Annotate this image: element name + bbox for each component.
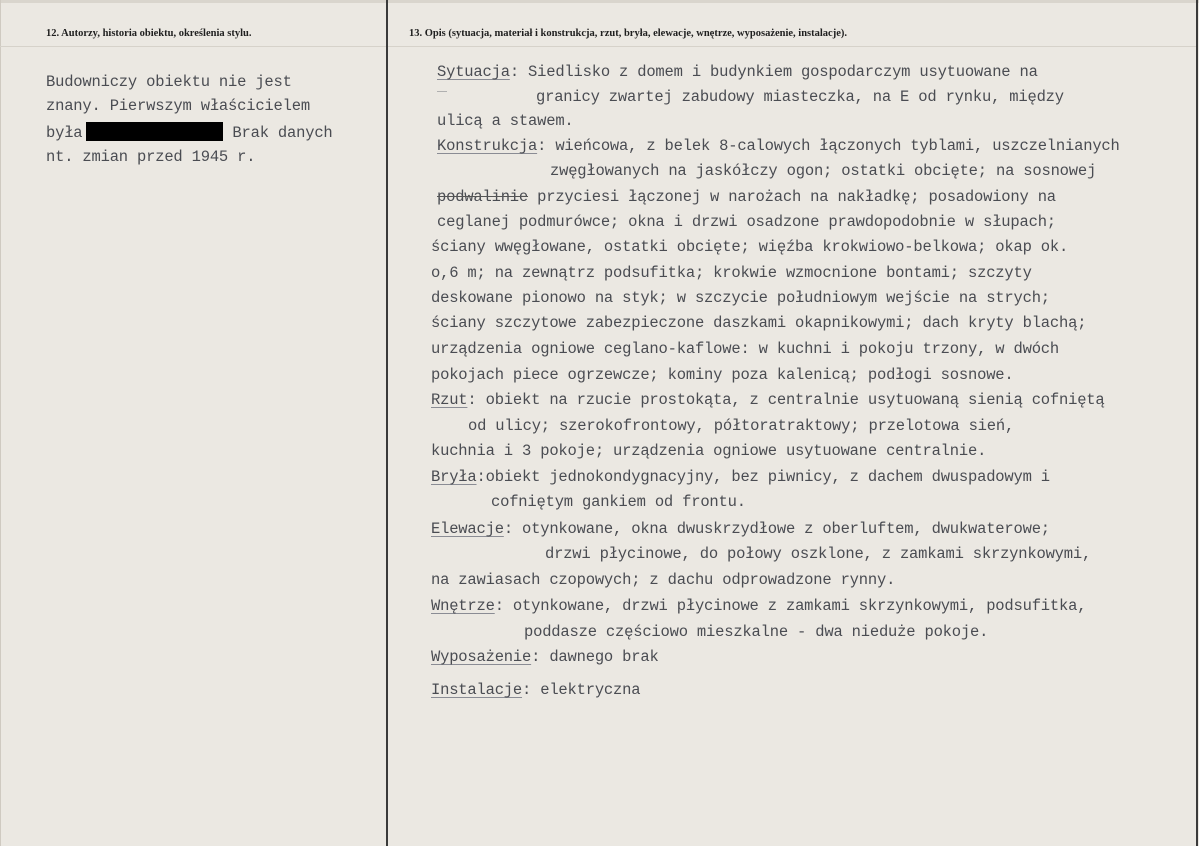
section-13-rule [388, 46, 1196, 47]
right-border [1196, 0, 1198, 846]
section-12-heading: 12. Autorzy, historia obiektu, określenia stylu. [46, 28, 252, 39]
bryla-line-1 [431, 468, 1050, 486]
elewacje-line-2: drzwi płycinowe, do połowy oszklone, z zamkami skrzynkowymi, [545, 545, 1092, 563]
rzut-text-1: : obiekt na rzucie prostokąta, z centralnie usytuowaną sienią cofniętą [467, 391, 1105, 409]
label-bryla: Bryła [431, 468, 477, 486]
history-line-3-end: Brak danych [232, 124, 333, 142]
sheet-top-edge [0, 0, 1199, 3]
bryla-text-1: :obiekt jednokondygnacyjny, bez piwnicy, z dachem dwuspadowym i [476, 468, 1050, 486]
history-line-3-start: była [46, 124, 83, 142]
konstrukcja-text-3: przyciesi łączonej w narożach na nakładkę; posadowiony na [537, 188, 1056, 206]
redaction-bar [86, 122, 223, 141]
struck-word: podwalinie [437, 188, 529, 206]
bryla-line-2: cofniętym gankiem od frontu. [491, 493, 746, 511]
konstrukcja-line-2: zwęgłowanych na jaskółczy ogon; ostatki obcięte; na sosnowej [550, 162, 1097, 180]
section-12-rule [0, 46, 386, 47]
instalacje-text: : elektryczna [522, 681, 641, 699]
wnetrze-line-1 [431, 597, 1086, 615]
rzut-line-1 [431, 391, 1105, 409]
section-13-heading: 13. Opis (sytuacja, materiał i konstrukcja, rzut, bryła, elewacje, wnętrze, wyposażenie, instalacje). [409, 28, 848, 39]
label-wnetrze: Wnętrze [431, 597, 495, 615]
konstrukcja-line-7: deskowane pionowo na styk; w szczycie południowym wejście na strych; [431, 289, 1050, 307]
label-sytuacja: Sytuacja [437, 63, 510, 81]
konstrukcja-text-1: : wieńcowa, z belek 8-calowych łączonych tyblami, uszczelnianych [537, 137, 1120, 155]
instalacje-line [431, 681, 640, 699]
konstrukcja-line-9: urządzenia ogniowe ceglano-kaflowe: w kuchni i pokoju trzony, w dwóch [431, 340, 1060, 358]
konstrukcja-line-8: ściany szczytowe zabezpieczone daszkami okapnikowymi; dach kryty blachą; [431, 314, 1087, 332]
label-rzut: Rzut [431, 391, 468, 409]
left-border [0, 0, 1, 846]
sytuacja-text-1: : Siedlisko z domem i budynkiem gospodarczym usytuowane na [509, 63, 1038, 81]
wnetrze-line-2: poddasze częściowo mieszkalne - dwa nieduże pokoje. [524, 623, 989, 641]
elewacje-line-3: na zawiasach czopowych; z dachu odprowadzone rynny. [431, 571, 896, 589]
rzut-line-2: od ulicy; szerokofrontowy, półtoratraktowy; przelotowa sień, [468, 417, 1015, 435]
wnetrze-text-1: : otynkowane, drzwi płycinowe z zamkami skrzynkowymi, podsufitka, [494, 597, 1087, 615]
history-line-2: znany. Pierwszym właścicielem [46, 97, 310, 115]
wyposazenie-line [431, 648, 659, 666]
column-divider [386, 0, 388, 846]
label-elewacje: Elewacje [431, 520, 504, 538]
rzut-line-3: kuchnia i 3 pokoje; urządzenia ogniowe usytuowane centralnie. [431, 442, 987, 460]
wyposazenie-text: : dawnego brak [531, 648, 659, 666]
elewacje-text-1: : otynkowane, okna dwuskrzydłowe z oberluftem, dwukwaterowe; [503, 520, 1050, 538]
sytuacja-line-3: ulicą a stawem. [437, 112, 574, 130]
label-konstrukcja: Konstrukcja [437, 137, 538, 155]
konstrukcja-line-10: pokojach piece ogrzewcze; kominy poza kalenicą; podłogi sosnowe. [431, 366, 1014, 384]
history-line-4: nt. zmian przed 1945 r. [46, 148, 256, 166]
stray-mark [437, 91, 447, 92]
sytuacja-line-1 [437, 63, 1038, 81]
sytuacja-line-2: granicy zwartej zabudowy miasteczka, na E od rynku, między [536, 88, 1064, 106]
elewacje-line-1 [431, 520, 1050, 538]
label-wyposazenie: Wyposażenie [431, 648, 532, 666]
history-line-3 [46, 122, 333, 142]
konstrukcja-line-5: ściany wwęgłowane, ostatki obcięte; więźba krokwiowo-belkowa; okap ok. [431, 238, 1069, 256]
history-line-1: Budowniczy obiektu nie jest [46, 73, 292, 91]
konstrukcja-line-1 [437, 137, 1120, 155]
konstrukcja-line-4: ceglanej podmurówce; okna i drzwi osadzone prawdopodobnie w słupach; [437, 213, 1056, 231]
konstrukcja-line-6: o,6 m; na zewnątrz podsufitka; krokwie wzmocnione bontami; szczyty [431, 264, 1032, 282]
konstrukcja-line-3 [437, 188, 1056, 206]
label-instalacje: Instalacje [431, 681, 523, 699]
